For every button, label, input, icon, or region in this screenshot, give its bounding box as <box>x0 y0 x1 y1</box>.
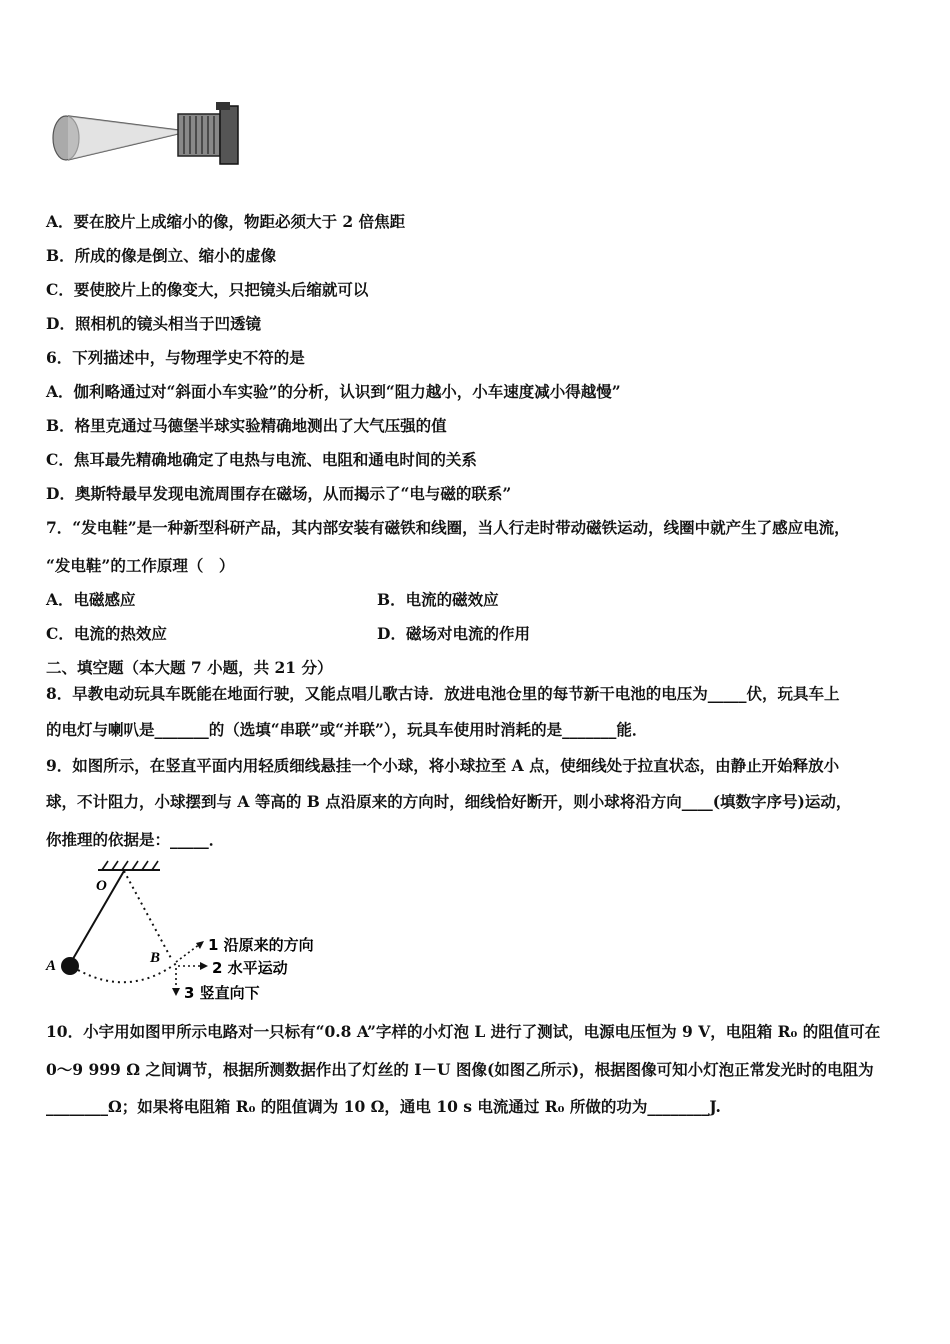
q5-option-b: B．所成的像是倒立、缩小的虚像 <box>46 246 277 265</box>
q6-option-a: A．伽利略通过对“斜面小车实验”的分析，认识到“阻力越小，小车速度减小得越慢” <box>46 382 621 401</box>
section-title: 二、填空题（本大题 7 小题，共 21 分） <box>46 658 333 677</box>
dir1-label: 1 沿原来的方向 <box>208 936 314 954</box>
q10-line2: 0～9 999 Ω 之间调节，根据所测数据作出了灯丝的 I－U 图像(如图乙所示)，根据图像可知小灯泡正常发光时的电阻为 <box>46 1060 874 1079</box>
pendulum-figure <box>40 858 350 1008</box>
label-a: A <box>46 958 57 974</box>
q8-line1: 8．早教电动玩具车既能在地面行驶，又能点唱儿歌古诗．放进电池仓里的每节新干电池的电压为_____伏，玩具车上 <box>46 684 840 703</box>
q10-line1: 10．小宇用如图甲所示电路对一只标有“0.8 A”字样的小灯泡 L 进行了测试，电源电压恒为 9 V，电阻箱 R₀ 的阻值可在 <box>46 1022 881 1041</box>
q7-stem-line2: “发电鞋”的工作原理（ ） <box>46 556 235 575</box>
pendulum-ball <box>61 957 79 975</box>
q9-line3: 你推理的依据是：_____． <box>46 830 225 849</box>
q9-line1: 9．如图所示，在竖直平面内用轻质细线悬挂一个小球，将小球拉至 A 点，使细线处于拉直状态，由静止开始释放小 <box>46 756 840 775</box>
q9-line2: 球，不计阻力，小球摆到与 A 等高的 B 点沿原来的方向时，细线恰好断开，则小球将沿方向____(填数字序号)运动， <box>46 792 852 811</box>
label-o: O <box>96 878 107 894</box>
q6-option-d: D．奥斯特最早发现电流周围存在磁场，从而揭示了“电与磁的联系” <box>46 484 512 503</box>
q8-line2: 的电灯与喇叭是_______的（选填“串联”或“并联”），玩具车使用时消耗的是_______能． <box>46 720 648 739</box>
q6-option-b: B．格里克通过马德堡半球实验精确地测出了大气压强的值 <box>46 416 447 435</box>
q7-stem-line1: 7．“发电鞋”是一种新型科研产品，其内部安装有磁铁和线圈，当人行走时带动磁铁运动，线圈中就产生了感应电流， <box>46 518 850 537</box>
dir2-label: 2 水平运动 <box>212 959 288 977</box>
dir3-label: 3 竖直向下 <box>184 984 260 1002</box>
q6-option-c: C．焦耳最先精确地确定了电热与电流、电阻和通电时间的关系 <box>46 450 477 469</box>
q7-option-d: D．磁场对电流的作用 <box>377 624 530 643</box>
q10-line3: ________Ω；如果将电阻箱 R₀ 的阻值调为 10 Ω，通电 10 s 电流通过 R₀ 所做的功为________J. <box>46 1097 721 1116</box>
camera-figure <box>44 96 244 172</box>
q7-option-a: A．电磁感应 <box>46 590 136 609</box>
q7-option-b: B．电流的磁效应 <box>377 590 499 609</box>
swing-arc <box>78 962 178 982</box>
q5-option-a: A．要在胶片上成缩小的像，物距必须大于 2 倍焦距 <box>46 212 406 231</box>
arrow-dir1 <box>176 944 200 962</box>
q5-option-c: C．要使胶片上的像变大，只把镜头后缩就可以 <box>46 280 369 299</box>
camera-body <box>220 106 238 164</box>
q6-stem: 6．下列描述中，与物理学史不符的是 <box>46 348 305 367</box>
label-b: B <box>150 950 161 966</box>
q5-option-d: D．照相机的镜头相当于凹透镜 <box>46 314 261 333</box>
pendulum-string-dotted <box>124 871 172 960</box>
q7-option-c: C．电流的热效应 <box>46 624 167 643</box>
